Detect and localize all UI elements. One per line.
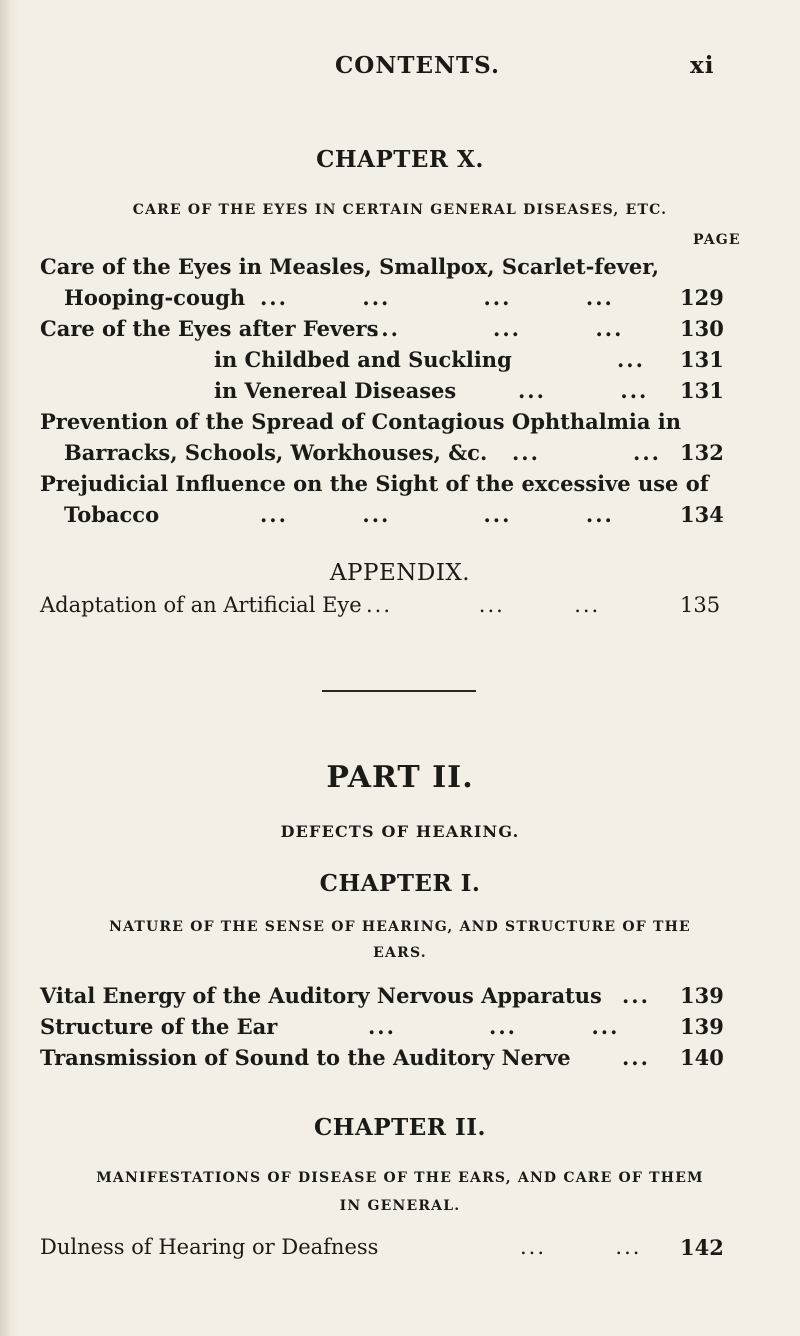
leader-dots: ... ... xyxy=(518,378,649,403)
toc-entry-text: Prevention of the Spread of Contagious Ophthalmia in xyxy=(40,409,682,434)
leader-dots: ... xyxy=(622,1045,650,1070)
toc-entry-text: Hooping-cough xyxy=(64,285,246,310)
toc-entry-text: Dulness of Hearing or Deafness xyxy=(40,1235,379,1259)
toc-page-number: 140 xyxy=(680,1045,724,1070)
running-head-title: CONTENTS. xyxy=(335,52,500,79)
chapter-i-subtitle-cont: EARS. xyxy=(373,945,427,961)
toc-page-number: 129 xyxy=(680,285,724,310)
toc-entry-text: in Childbed and Suckling xyxy=(214,347,512,372)
leader-dots: ... ... ... xyxy=(368,1014,620,1039)
part-ii-heading: PART II. xyxy=(326,760,474,795)
appendix-heading: APPENDIX. xyxy=(329,560,471,586)
chapter-ii-subtitle-cont: IN GENERAL. xyxy=(339,1198,461,1214)
toc-entry-text: Transmission of Sound to the Auditory Nerve xyxy=(40,1045,571,1070)
toc-entry-text: Care of the Eyes in Measles, Smallpox, Scarlet-fever, xyxy=(40,254,660,279)
leader-dots: ... ... ... ... xyxy=(260,285,614,310)
leader-dots: ... xyxy=(622,983,650,1008)
toc-page-number: 131 xyxy=(680,347,724,372)
toc-entry-text: in Venereal Diseases xyxy=(214,378,457,403)
toc-entry-text: Tobacco xyxy=(64,502,160,527)
leader-dots: ... xyxy=(617,347,645,372)
chapter-i-heading: CHAPTER I. xyxy=(319,870,481,897)
toc-entry-text: Barracks, Schools, Workhouses, &c. xyxy=(64,440,488,465)
toc-entry-text: Vital Energy of the Auditory Nervous Apparatus xyxy=(40,983,602,1008)
chapter-ii-subtitle: MANIFESTATIONS OF DISEASE OF THE EARS, AND CARE OF THEM xyxy=(96,1170,704,1186)
chapter-ii-heading: CHAPTER II. xyxy=(314,1114,486,1141)
page-folio: xi xyxy=(690,52,715,79)
page-column-label: PAGE xyxy=(693,232,741,248)
toc-page-number: 139 xyxy=(680,1014,724,1039)
chapter-x-heading: CHAPTER X. xyxy=(316,146,484,173)
toc-page-number: 139 xyxy=(680,983,724,1008)
toc-entry-text: Structure of the Ear xyxy=(40,1014,278,1039)
toc-page-number: 134 xyxy=(680,502,724,527)
chapter-x-subtitle: CARE OF THE EYES IN CERTAIN GENERAL DISEASES, ETC. xyxy=(132,202,668,218)
leader-dots: ... ... ... xyxy=(372,316,624,341)
leader-dots: ... ... xyxy=(512,440,661,465)
toc-page-number: 142 xyxy=(680,1235,724,1260)
leader-dots: ... ... ... xyxy=(366,593,601,617)
toc-page-number: 130 xyxy=(680,316,724,341)
toc-page-number: 131 xyxy=(680,378,724,403)
leader-dots: ... ... ... ... xyxy=(260,502,614,527)
part-ii-subtitle: DEFECTS OF HEARING. xyxy=(280,822,520,841)
toc-entry-text: Prejudicial Influence on the Sight of the excessive use of xyxy=(40,471,709,496)
toc-entry-text: Adaptation of an Artificial Eye xyxy=(40,593,362,617)
toc-entry-text: Care of the Eyes after Fevers xyxy=(40,316,379,341)
chapter-i-subtitle: NATURE OF THE SENSE OF HEARING, AND STRUCTURE OF THE xyxy=(109,919,691,935)
toc-page-number: 135 xyxy=(680,593,721,617)
leader-dots: ... ... xyxy=(520,1235,642,1259)
section-divider xyxy=(322,690,476,692)
toc-page-number: 132 xyxy=(680,440,724,465)
